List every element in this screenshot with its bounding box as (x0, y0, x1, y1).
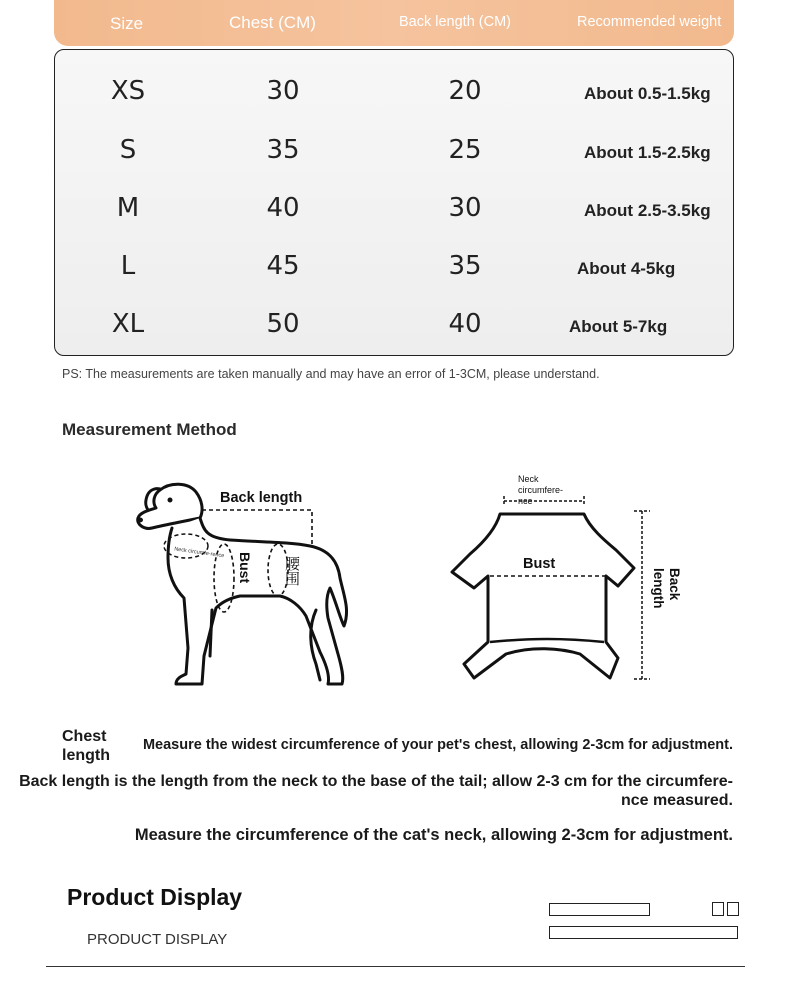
size-cell: XS (110, 76, 146, 106)
back-length-cell: 25 (448, 135, 482, 165)
size-table-header (54, 0, 734, 46)
header-size: Size (110, 14, 144, 33)
garment-back-label-2: length (651, 568, 666, 609)
measurement-method-title: Measurement Method (62, 420, 237, 439)
back-length-cell: 35 (448, 251, 482, 281)
weight-cell: About 2.5-3.5kg (584, 201, 711, 220)
weight-cell: About 5-7kg (569, 317, 668, 336)
dog-waist-label: 腰围 (283, 556, 301, 586)
size-cell: S (119, 135, 137, 165)
dog-neck-label: Neck circumfe-rence (173, 546, 225, 560)
garment-back-label-1: Back (667, 568, 682, 601)
header-back-length: Back length (CM) (399, 14, 512, 30)
chest-length-label (62, 727, 110, 765)
garment-neck-label-3: nce (518, 496, 533, 506)
back-length-description (19, 772, 733, 810)
chest-description: Measure the widest circumference of your pet's chest, allowing 2-3cm for adjustment. (142, 737, 733, 753)
chest-cell: 40 (266, 193, 300, 223)
header-chest: Chest (CM) (229, 13, 316, 32)
decor-square (712, 902, 724, 916)
dog-body (168, 518, 347, 684)
table-row (55, 193, 733, 233)
decor-bar-long (549, 926, 738, 939)
dog-measurement-diagram (130, 478, 360, 693)
chest-cell: 45 (266, 251, 300, 281)
weight-cell: About 0.5-1.5kg (584, 84, 711, 103)
table-row (55, 309, 733, 349)
weight-cell: About 1.5-2.5kg (584, 143, 711, 162)
bottom-divider (46, 966, 745, 967)
garment-shape (452, 514, 634, 678)
back-length-cell: 40 (448, 309, 482, 339)
chest-label-line2: length (62, 747, 110, 764)
measurement-note: PS: The measurements are taken manually and may have an error of 1-3CM, please understand. (62, 367, 600, 381)
product-display-title: Product Display (67, 884, 243, 910)
back-desc-line1: Back length is the length from the neck to the base of the tail; allow 2-3 cm for the circumfere- (19, 773, 733, 790)
chest-cell: 50 (266, 309, 300, 339)
table-row (55, 251, 733, 291)
table-row (55, 76, 733, 116)
garment-measurement-diagram (440, 470, 682, 690)
back-length-cell: 20 (448, 76, 482, 106)
size-cell: XL (111, 309, 145, 339)
header-recommended-weight: Recommended weight (577, 14, 722, 30)
dog-back-length-label: Back length (220, 490, 303, 506)
back-desc-line2: nce measured. (620, 792, 733, 809)
chest-cell: 30 (266, 76, 300, 106)
table-row (55, 135, 733, 175)
dog-bust-label: Bust (237, 552, 253, 584)
decor-bar-short (549, 903, 650, 916)
back-length-cell: 30 (448, 193, 482, 223)
weight-cell: About 4-5kg (577, 259, 676, 278)
chest-cell: 35 (266, 135, 300, 165)
garment-neck-label-1: Neck (518, 474, 539, 484)
size-cell: M (116, 193, 140, 223)
garment-neck-label-2: circumfere- (518, 485, 564, 495)
decor-square (727, 902, 739, 916)
product-display-subtitle: PRODUCT DISPLAY (87, 931, 228, 948)
neck-description: Measure the circumference of the cat's neck, allowing 2-3cm for adjustment. (134, 826, 733, 844)
chest-label-line1: Chest (62, 728, 107, 745)
garment-bust-label: Bust (523, 556, 556, 572)
size-table (54, 49, 734, 356)
size-cell: L (120, 251, 136, 281)
